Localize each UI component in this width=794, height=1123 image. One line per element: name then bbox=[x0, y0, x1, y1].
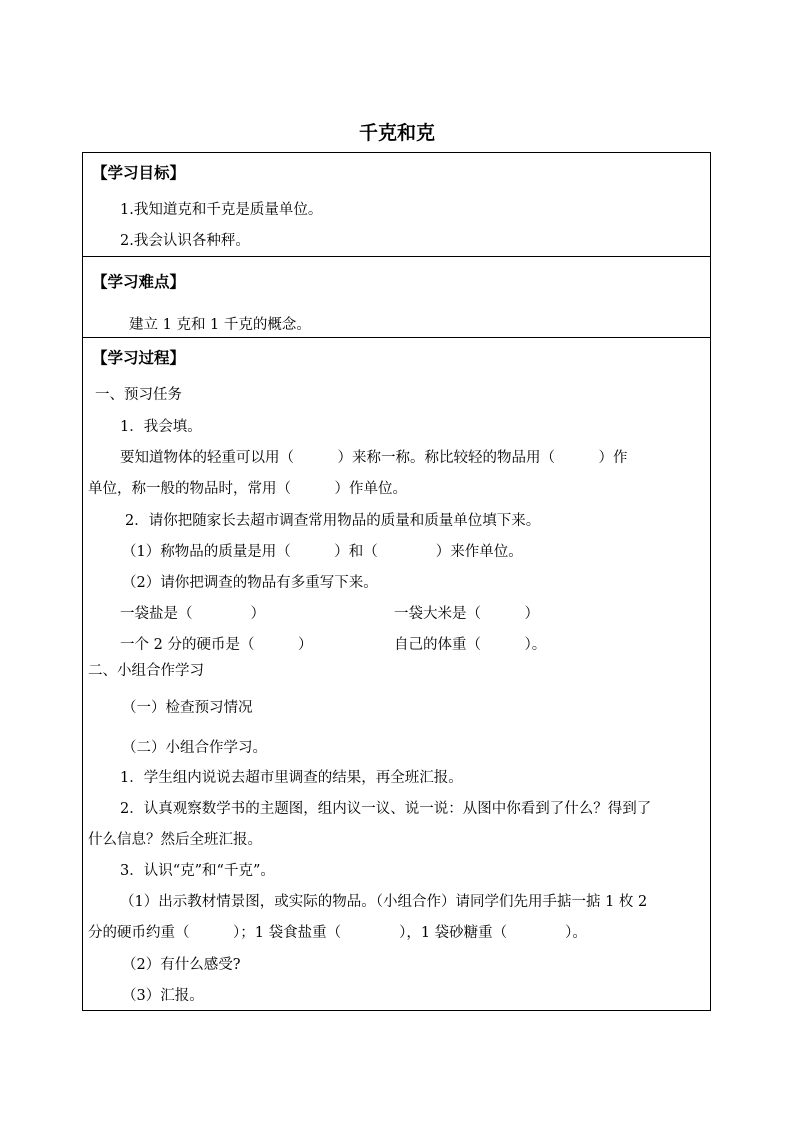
difficulty-text: 建立 1 克和 1 千克的概念。 bbox=[129, 317, 311, 333]
process-line: 2．请你把随家长去超市调查常用物品的质量和质量单位填下来。 bbox=[125, 513, 541, 529]
process-line: 单位，称一般的物品时，常用（ ）作单位。 bbox=[88, 481, 407, 497]
process-line: 1．学生组内说说去超市里调查的结果，再全班汇报。 bbox=[120, 770, 463, 786]
process-line: 二、小组合作学习 bbox=[88, 663, 204, 679]
process-line: 一袋盐是（ ） bbox=[120, 606, 265, 622]
process-line: 自己的体重（ ）。 bbox=[394, 637, 547, 653]
goals-heading: 【学习目标】 bbox=[92, 163, 186, 182]
process-line: 分的硬币约重（ ）；1 袋食盐重（ ），1 袋砂糖重（ ）。 bbox=[88, 925, 587, 941]
process-line: （二）小组合作学习。 bbox=[122, 740, 267, 756]
process-line: 3．认识“克”和“千克”。 bbox=[120, 863, 275, 879]
process-line: 一袋大米是（ ） bbox=[394, 606, 539, 622]
process-line: 一个 2 分的硬币是（ ） bbox=[120, 637, 313, 653]
difficulty-heading: 【学习难点】 bbox=[92, 272, 186, 291]
page-title: 千克和克 bbox=[358, 122, 435, 144]
goal-item: 2.我会认识各种秤。 bbox=[120, 233, 250, 249]
process-line: （一）检查预习情况 bbox=[122, 700, 253, 716]
process-line: 一、预习任务 bbox=[95, 387, 182, 403]
process-line: （1）出示教材情景图，或实际的物品。（小组合作）请同学们先用手掂一掂 1 枚 2 bbox=[120, 894, 648, 910]
process-line: 要知道物体的轻重可以用（ ）来称一称。称比较轻的物品用（ ）作 bbox=[120, 450, 628, 466]
goal-item: 1.我知道克和千克是质量单位。 bbox=[120, 202, 323, 218]
process-line: （2）请你把调查的物品有多重写下来。 bbox=[122, 575, 378, 591]
process-line: （1）称物品的质量是用（ ）和（ ）来作单位。 bbox=[122, 544, 523, 560]
process-line: 什么信息？然后全班汇报。 bbox=[88, 832, 262, 848]
process-line: 2．认真观察数学书的主题图，组内议一议、说一说：从图中你看到了什么？得到了 bbox=[120, 801, 652, 817]
process-heading: 【学习过程】 bbox=[92, 348, 186, 367]
process-line: 1．我会填。 bbox=[120, 419, 202, 435]
process-line: （3）汇报。 bbox=[122, 988, 204, 1004]
process-line: （2）有什么感受? bbox=[122, 957, 241, 973]
